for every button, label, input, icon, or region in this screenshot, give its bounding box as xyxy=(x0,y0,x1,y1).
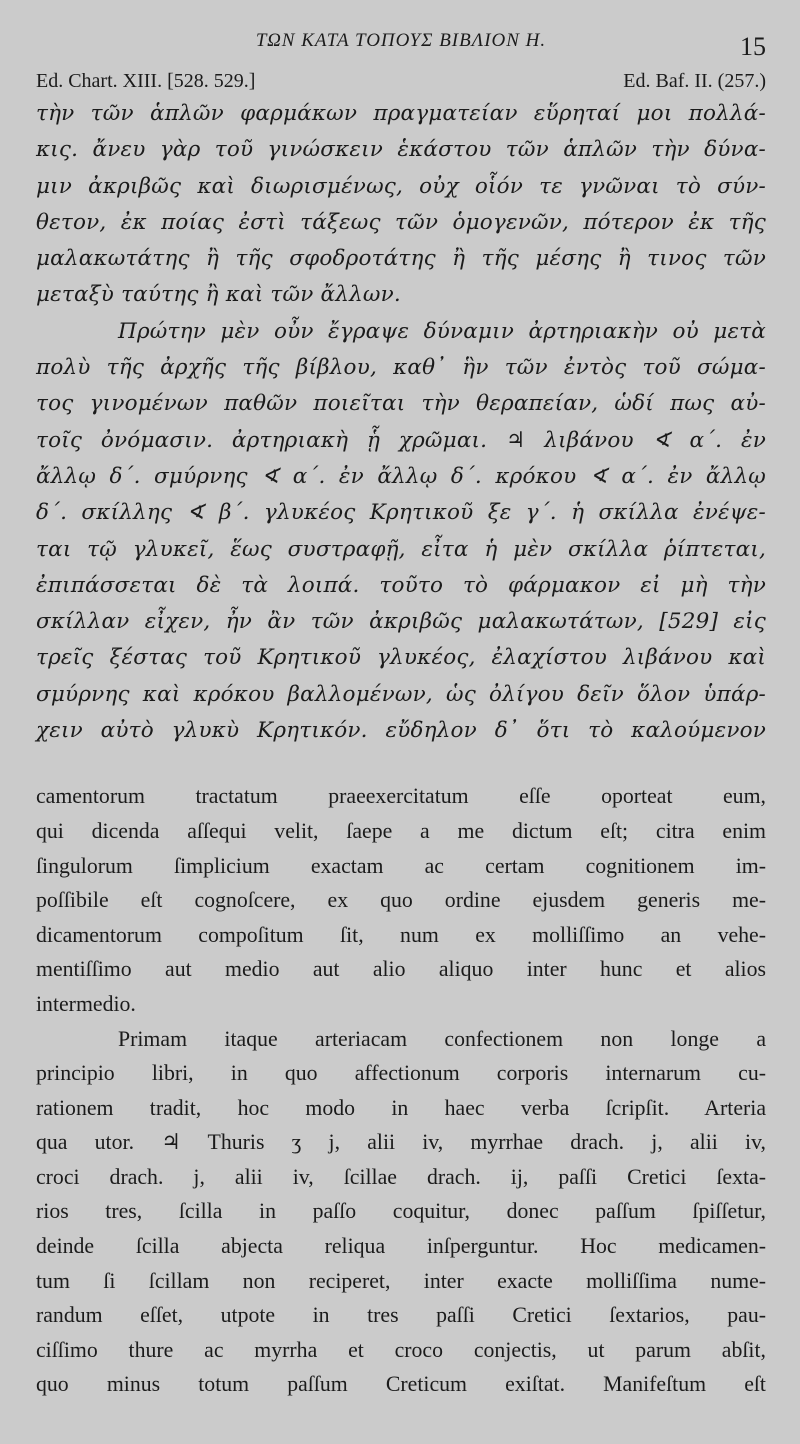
latin-line: deinde ſcilla abjecta reliqua inſperguntur. Hoc medicamen- xyxy=(36,1234,766,1259)
latin-line: tum ſi ſcillam non reciperet, inter exacte molliſſima nume- xyxy=(36,1268,766,1293)
latin-line: mentiſſimo aut medio aut alio aliquo inter hunc et alios xyxy=(36,957,766,982)
greek-line: κις. ἄνευ γὰρ τοῦ γινώσκειν ἑκάστου τῶν ἁπλῶν τὴν δύνα- xyxy=(36,137,766,163)
greek-line: ἄλλῳ δ΄. σμύρνης ∢ α΄. ἐν ἄλλῳ δ΄. κρόκου ∢ α΄. ἐν ἄλλῳ xyxy=(36,463,766,489)
latin-line: poſſibile eſt cognoſcere, ex quo ordine ejusdem generis me- xyxy=(36,888,766,913)
greek-line: τοῖς ὀνόμασιν. ἀρτηριακὴ ᾗ χρῶμαι. ♃ λιβάνου ∢ α΄. ἐν xyxy=(36,427,766,453)
latin-line: Primam itaque arteriacam confectionem non longe a xyxy=(118,1026,766,1051)
greek-line: χειν αὐτὸ γλυκὺ Κρητικόν. εὔδηλον δ᾽ ὅτι τὸ καλούμενον xyxy=(36,718,766,744)
latin-line: qua utor. ♃ Thuris ʒ j, alii iv, myrrhae drach. j, alii iv, xyxy=(36,1130,766,1155)
latin-line: dicamentorum compoſitum ſit, num ex molliſſimo an vehe- xyxy=(36,922,766,947)
latin-line: randum eſſet, utpote in tres paſſi Cretici ſextarios, pau- xyxy=(36,1303,766,1328)
latin-paragraph-1 xyxy=(36,779,766,1021)
latin-line: croci drach. j, alii iv, ſcillae drach. ij, paſſi Cretici ſexta- xyxy=(36,1164,766,1189)
greek-line: δ΄. σκίλλης ∢ β΄. γλυκέος Κρητικοῦ ξε γ΄. ἡ σκίλλα ἐνέψε- xyxy=(36,500,766,526)
greek-line: σμύρνης καὶ κρόκου βαλλομένων, ὡς ὀλίγου δεῖν ὅλον ὑπάρ- xyxy=(36,681,766,707)
running-title: ΤΩΝ ΚΑΤΑ ΤΟΠΟΥΣ ΒΙΒΛΙΟΝ Η. xyxy=(255,30,547,51)
greek-line: Πρώτην μὲν οὖν ἔγραψε δύναμιν ἀρτηριακὴν οὐ μετὰ xyxy=(118,318,766,344)
greek-line: θετον, ἐκ ποίας ἐστὶ τάξεως τῶν ὁμογενῶν, πότερον ἐκ τῆς xyxy=(36,209,766,235)
latin-line: intermedio. xyxy=(36,991,136,1016)
greek-line: ται τῷ γλυκεῖ, ἕως συστραφῇ, εἶτα ἡ μὲν σκίλλα ῥίπτεται, xyxy=(36,536,766,562)
greek-text-block xyxy=(36,96,766,749)
greek-line: μεταξὺ ταύτης ἢ καὶ τῶν ἄλλων. xyxy=(36,282,401,308)
latin-text-block xyxy=(36,779,766,1402)
greek-paragraph-2 xyxy=(36,314,766,750)
greek-line: σκίλλαν εἶχεν, ἦν ἂν τῶν ἀκριβῶς μαλακωτάτων, [529] εἰς xyxy=(36,609,766,635)
latin-line: qui dicenda aſſequi velit, ſaepe a me dictum eſt; citra enim xyxy=(36,818,766,843)
greek-line: μαλακωτάτης ἢ τῆς σφοδροτάτης ἢ τῆς μέσης ἢ τινος τῶν xyxy=(36,246,766,272)
latin-line: quo minus totum paſſum Creticum exiſtat. Manifeſtum eſt xyxy=(36,1372,766,1397)
edition-chart: Ed. Chart. XIII. [528. 529.] xyxy=(36,70,256,92)
greek-line: τὴν τῶν ἁπλῶν φαρμάκων πραγματείαν εὕρηταί μοι πολλά- xyxy=(36,101,766,126)
greek-line: τος γινομένων παθῶν ποιεῖται τὴν θεραπείαν, ὡδί πως αὐ- xyxy=(36,391,766,417)
greek-line: ἐπιπάσσεται δὲ τὰ λοιπά. τοῦτο τὸ φάρμακον εἰ μὴ τὴν xyxy=(36,572,766,598)
edition-line xyxy=(36,66,766,96)
greek-paragraph-1 xyxy=(36,96,766,314)
page-number: 15 xyxy=(740,32,766,61)
latin-line: rios tres, ſcilla in paſſo coquitur, donec paſſum ſpiſſetur, xyxy=(36,1199,766,1224)
latin-paragraph-2 xyxy=(36,1022,766,1403)
greek-line: πολὺ τῆς ἀρχῆς τῆς βίβλου, καθ᾽ ἣν τῶν ἐντὸς τοῦ σώμα- xyxy=(36,355,766,381)
greek-line: μιν ἀκριβῶς καὶ διωρισμένως, οὐχ οἷόν τε γνῶναι τὸ σύν- xyxy=(36,173,766,199)
running-head xyxy=(36,26,766,60)
greek-line: τρεῖς ξέστας τοῦ Κρητικοῦ γλυκέος, ἐλαχίστου λιβάνου καὶ xyxy=(36,645,766,671)
latin-line: ciſſimo thure ac myrrha et croco conjectis, ut parum abſit, xyxy=(36,1337,766,1362)
latin-line: rationem tradit, hoc modo in haec verba ſcripſit. Arteria xyxy=(36,1095,766,1120)
latin-line: ſingulorum ſimplicium exactam ac certam cognitionem im- xyxy=(36,853,766,878)
edition-basel: Ed. Baf. II. (257.) xyxy=(623,70,766,92)
latin-line: principio libri, in quo affectionum corporis internarum cu- xyxy=(36,1061,766,1086)
latin-line: camentorum tractatum praeexercitatum eſſe oporteat eum, xyxy=(36,784,766,809)
